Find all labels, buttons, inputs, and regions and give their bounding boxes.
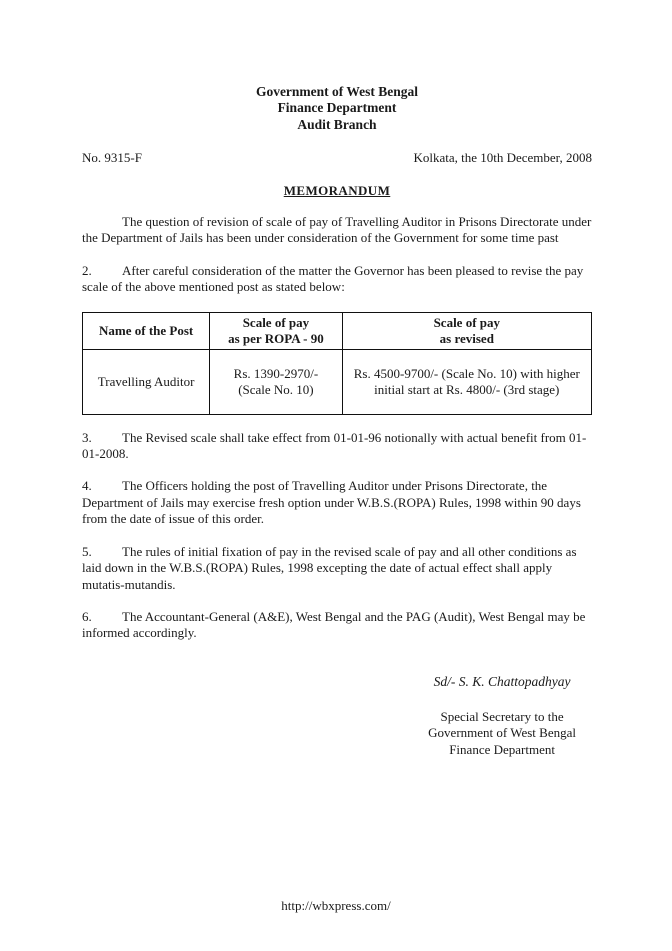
paragraph-text: The Accountant-General (A&E), West Bengal and the PAG (Audit), West Bengal may be informed accordingly. [82,608,586,641]
revised-scale-line2: initial start at Rs. 4800/- (3rd stage) [374,381,560,397]
header-scale-ropa90-line1: Scale of pay [242,314,310,330]
paragraph-5 [82,544,592,593]
table-row [83,349,592,414]
letterhead-department: Finance Department [277,100,397,116]
header-scale-revised-line1: Scale of pay [433,314,501,330]
designation-line1: Special Secretary to the [440,709,564,725]
header-scale-revised [342,312,591,349]
letterhead [82,84,592,133]
paragraph-number: 5. [82,543,92,559]
header-name-of-post-label: Name of the Post [99,322,194,338]
cell-old-scale [210,349,342,414]
designation-line3: Finance Department [449,741,555,757]
paragraph-3 [82,430,592,463]
paragraph-text: After careful consideration of the matter the Governor has been pleased to revise the pay scale of the above mentioned post as stated below: [82,262,584,295]
signature-area [82,674,592,758]
paragraph-text: The rules of initial fixation of pay in the revised scale of pay and all other conditions as laid down in the W.B.S.(ROPA) Rules, 1998 excepting the date of actual effect shall apply mutatis-mutandis. [82,543,577,592]
cell-post-name [83,349,210,414]
memo-title-wrap [82,183,592,199]
signature-designation [428,709,576,758]
paragraph-text: The Revised scale shall take effect from 01-01-96 notionally with actual benefit from 01-01-2008. [82,429,587,462]
revised-scale-line1: Rs. 4500-9700/- (Scale No. 10) with higher [353,365,580,381]
paragraph-number: 2. [82,262,92,278]
header-scale-revised-line2: as revised [439,330,494,346]
header-name-of-post [83,312,210,349]
footer-source-url: http://wbxpress.com/ [281,898,391,913]
memo-title: MEMORANDUM [283,182,391,198]
letterhead-branch: Audit Branch [297,116,377,132]
reference-line [82,150,592,166]
place-and-date: Kolkata, the 10th December, 2008 [413,150,592,166]
paragraph-text: The Officers holding the post of Travelling Auditor under Prisons Directorate, the Department of Jails may exercise fresh option under W.B.S.(ROPA) Rules, 1998 within 90 days from the date of issue of this order. [82,478,581,527]
letterhead-government: Government of West Bengal [255,84,419,99]
document-body [82,84,592,758]
designation-line2: Government of West Bengal [428,725,576,741]
paragraph-number: 3. [82,429,92,445]
pay-scale-table [82,312,592,415]
header-scale-ropa90-line2: as per ROPA - 90 [228,330,324,346]
signature-name: Sd/- S. K. Chattopadhyay [433,673,571,689]
paragraph-2 [82,263,592,296]
table-header-row [83,312,592,349]
old-scale-line1: Rs. 1390-2970/- [233,365,319,381]
paragraph-number: 6. [82,608,92,624]
paragraph-text: The question of revision of scale of pay of Travelling Auditor in Prisons Directorate under the Department of Jails has been under consideration of the Government for some time past [82,214,592,246]
signature-block [428,674,576,758]
paragraph-intro [82,214,592,247]
post-name: Travelling Auditor [97,373,195,389]
cell-revised-scale [342,349,591,414]
paragraph-number: 4. [82,478,92,494]
header-scale-ropa90 [210,312,342,349]
old-scale-line2: (Scale No. 10) [238,381,314,397]
paragraph-6 [82,609,592,642]
memo-number: No. 9315-F [82,150,142,166]
paragraph-4 [82,478,592,527]
